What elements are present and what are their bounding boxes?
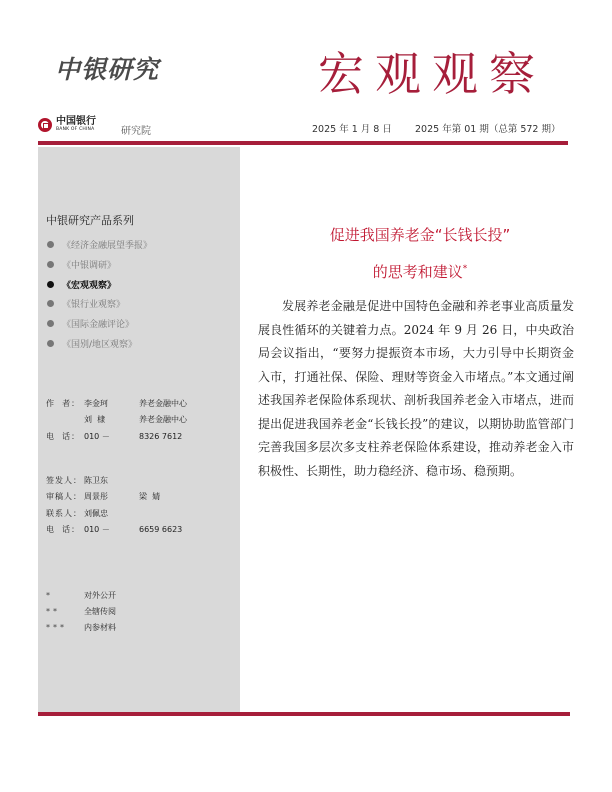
article-abstract: 发展养老金融是促进中国特色金融和养老事业高质量发展良性循环的关键着力点。2024 年 9 月 26 日，中央政治局会议指出，“要努力提振资本市场，大力引导中长期资金入市，打通社保、保险、理财等资金入市堵点。”本文通过阐述我国养老保险体系现状、剖析我国养老金入市堵点，进而提出促进我国养老金“长钱长投”的建议，以期协助监管部门完善我国多层次多支柱养老保险体系建设，推动养老金入市积极性、长期性，助力稳经济、稳市场、稳预期。	[258, 299, 574, 478]
bullet-icon	[47, 300, 54, 307]
classification-label: 内参材料	[84, 622, 116, 632]
headline-text: 的思考和建议	[372, 263, 463, 281]
series-item-active	[46, 274, 152, 294]
report-title: 宏观观察	[318, 47, 546, 101]
bullet-icon	[47, 320, 54, 327]
bank-name-en: BANK OF CHINA	[56, 127, 95, 132]
classification-label: 全辖传阅	[84, 607, 116, 617]
issue-number: 2025 年第 01 期（总第 572 期）	[415, 124, 561, 135]
reviewer-name-2: 梁 婧	[139, 492, 161, 502]
series-item-label: 《国别/地区观察》	[62, 339, 138, 350]
bullet-icon	[47, 241, 54, 248]
phone-row	[46, 522, 182, 539]
bank-of-china-logo	[38, 117, 96, 133]
series-item-label: 《宏观观察》	[62, 280, 117, 291]
bullet-icon	[47, 340, 54, 347]
series-item-label: 《中银调研》	[62, 261, 117, 272]
series-item	[46, 255, 152, 275]
classification-row	[46, 604, 116, 620]
phone-prefix: 010 －	[84, 525, 110, 535]
classification-label: 对外公开	[84, 591, 116, 601]
bank-of-china-emblem-icon	[38, 118, 52, 132]
approval-row	[46, 505, 182, 522]
series-item-label: 《经济金融展望季报》	[62, 241, 153, 252]
bank-name-cn: 中国银行	[56, 116, 96, 127]
approvals-block	[46, 472, 182, 538]
author-row	[46, 412, 187, 429]
product-series-list	[46, 235, 152, 353]
info-label: 电 话：	[46, 431, 81, 441]
article-headline-line2	[250, 261, 590, 282]
series-item	[46, 294, 152, 314]
bottom-divider	[38, 712, 570, 716]
series-item-label: 《银行业观察》	[62, 300, 126, 311]
series-item-label: 《国际金融评论》	[62, 320, 135, 331]
classification-row	[46, 588, 116, 604]
institute-label: 研究院	[121, 126, 151, 137]
bullet-icon	[47, 261, 54, 268]
product-series-title: 中银研究产品系列	[46, 214, 134, 227]
author-name: 李金珂	[84, 398, 108, 408]
authors-block	[46, 395, 187, 445]
info-label: 签发人：	[46, 475, 82, 485]
phone-prefix: 010 －	[84, 431, 110, 441]
author-org: 养老金融中心	[139, 415, 187, 425]
top-divider	[38, 141, 568, 145]
approval-row	[46, 489, 182, 506]
phone-number: 8326 7612	[139, 431, 183, 441]
series-item	[46, 333, 152, 353]
classification-legend	[46, 588, 116, 635]
footnote-marker: *	[462, 264, 468, 274]
phone-number: 6659 6623	[139, 525, 183, 535]
star-icon: *	[46, 591, 53, 601]
star-icon: ***	[46, 622, 67, 632]
reviewer-name: 周景彤	[84, 492, 108, 502]
article-headline-line1: 促进我国养老金“长钱长投”	[329, 226, 511, 244]
classification-row	[46, 619, 116, 635]
approver-name: 陈卫东	[84, 475, 108, 485]
author-org: 养老金融中心	[139, 398, 187, 408]
info-label: 审稿人：	[46, 492, 82, 502]
series-item	[46, 314, 152, 334]
phone-row	[46, 428, 187, 445]
author-row	[46, 395, 187, 412]
star-icon: **	[46, 607, 60, 617]
approval-row	[46, 472, 182, 489]
brand-calligraphy-logo: 中银研究	[55, 55, 160, 84]
contact-name: 刘佩忠	[84, 508, 108, 518]
info-label: 作 者：	[46, 398, 81, 408]
info-label: 电 话：	[46, 525, 81, 535]
author-name: 刘 棣	[84, 415, 106, 425]
info-label: 联系人：	[46, 508, 82, 518]
bullet-icon	[47, 281, 54, 288]
issue-date: 2025 年 1 月 8 日	[312, 124, 392, 135]
series-item	[46, 235, 152, 255]
